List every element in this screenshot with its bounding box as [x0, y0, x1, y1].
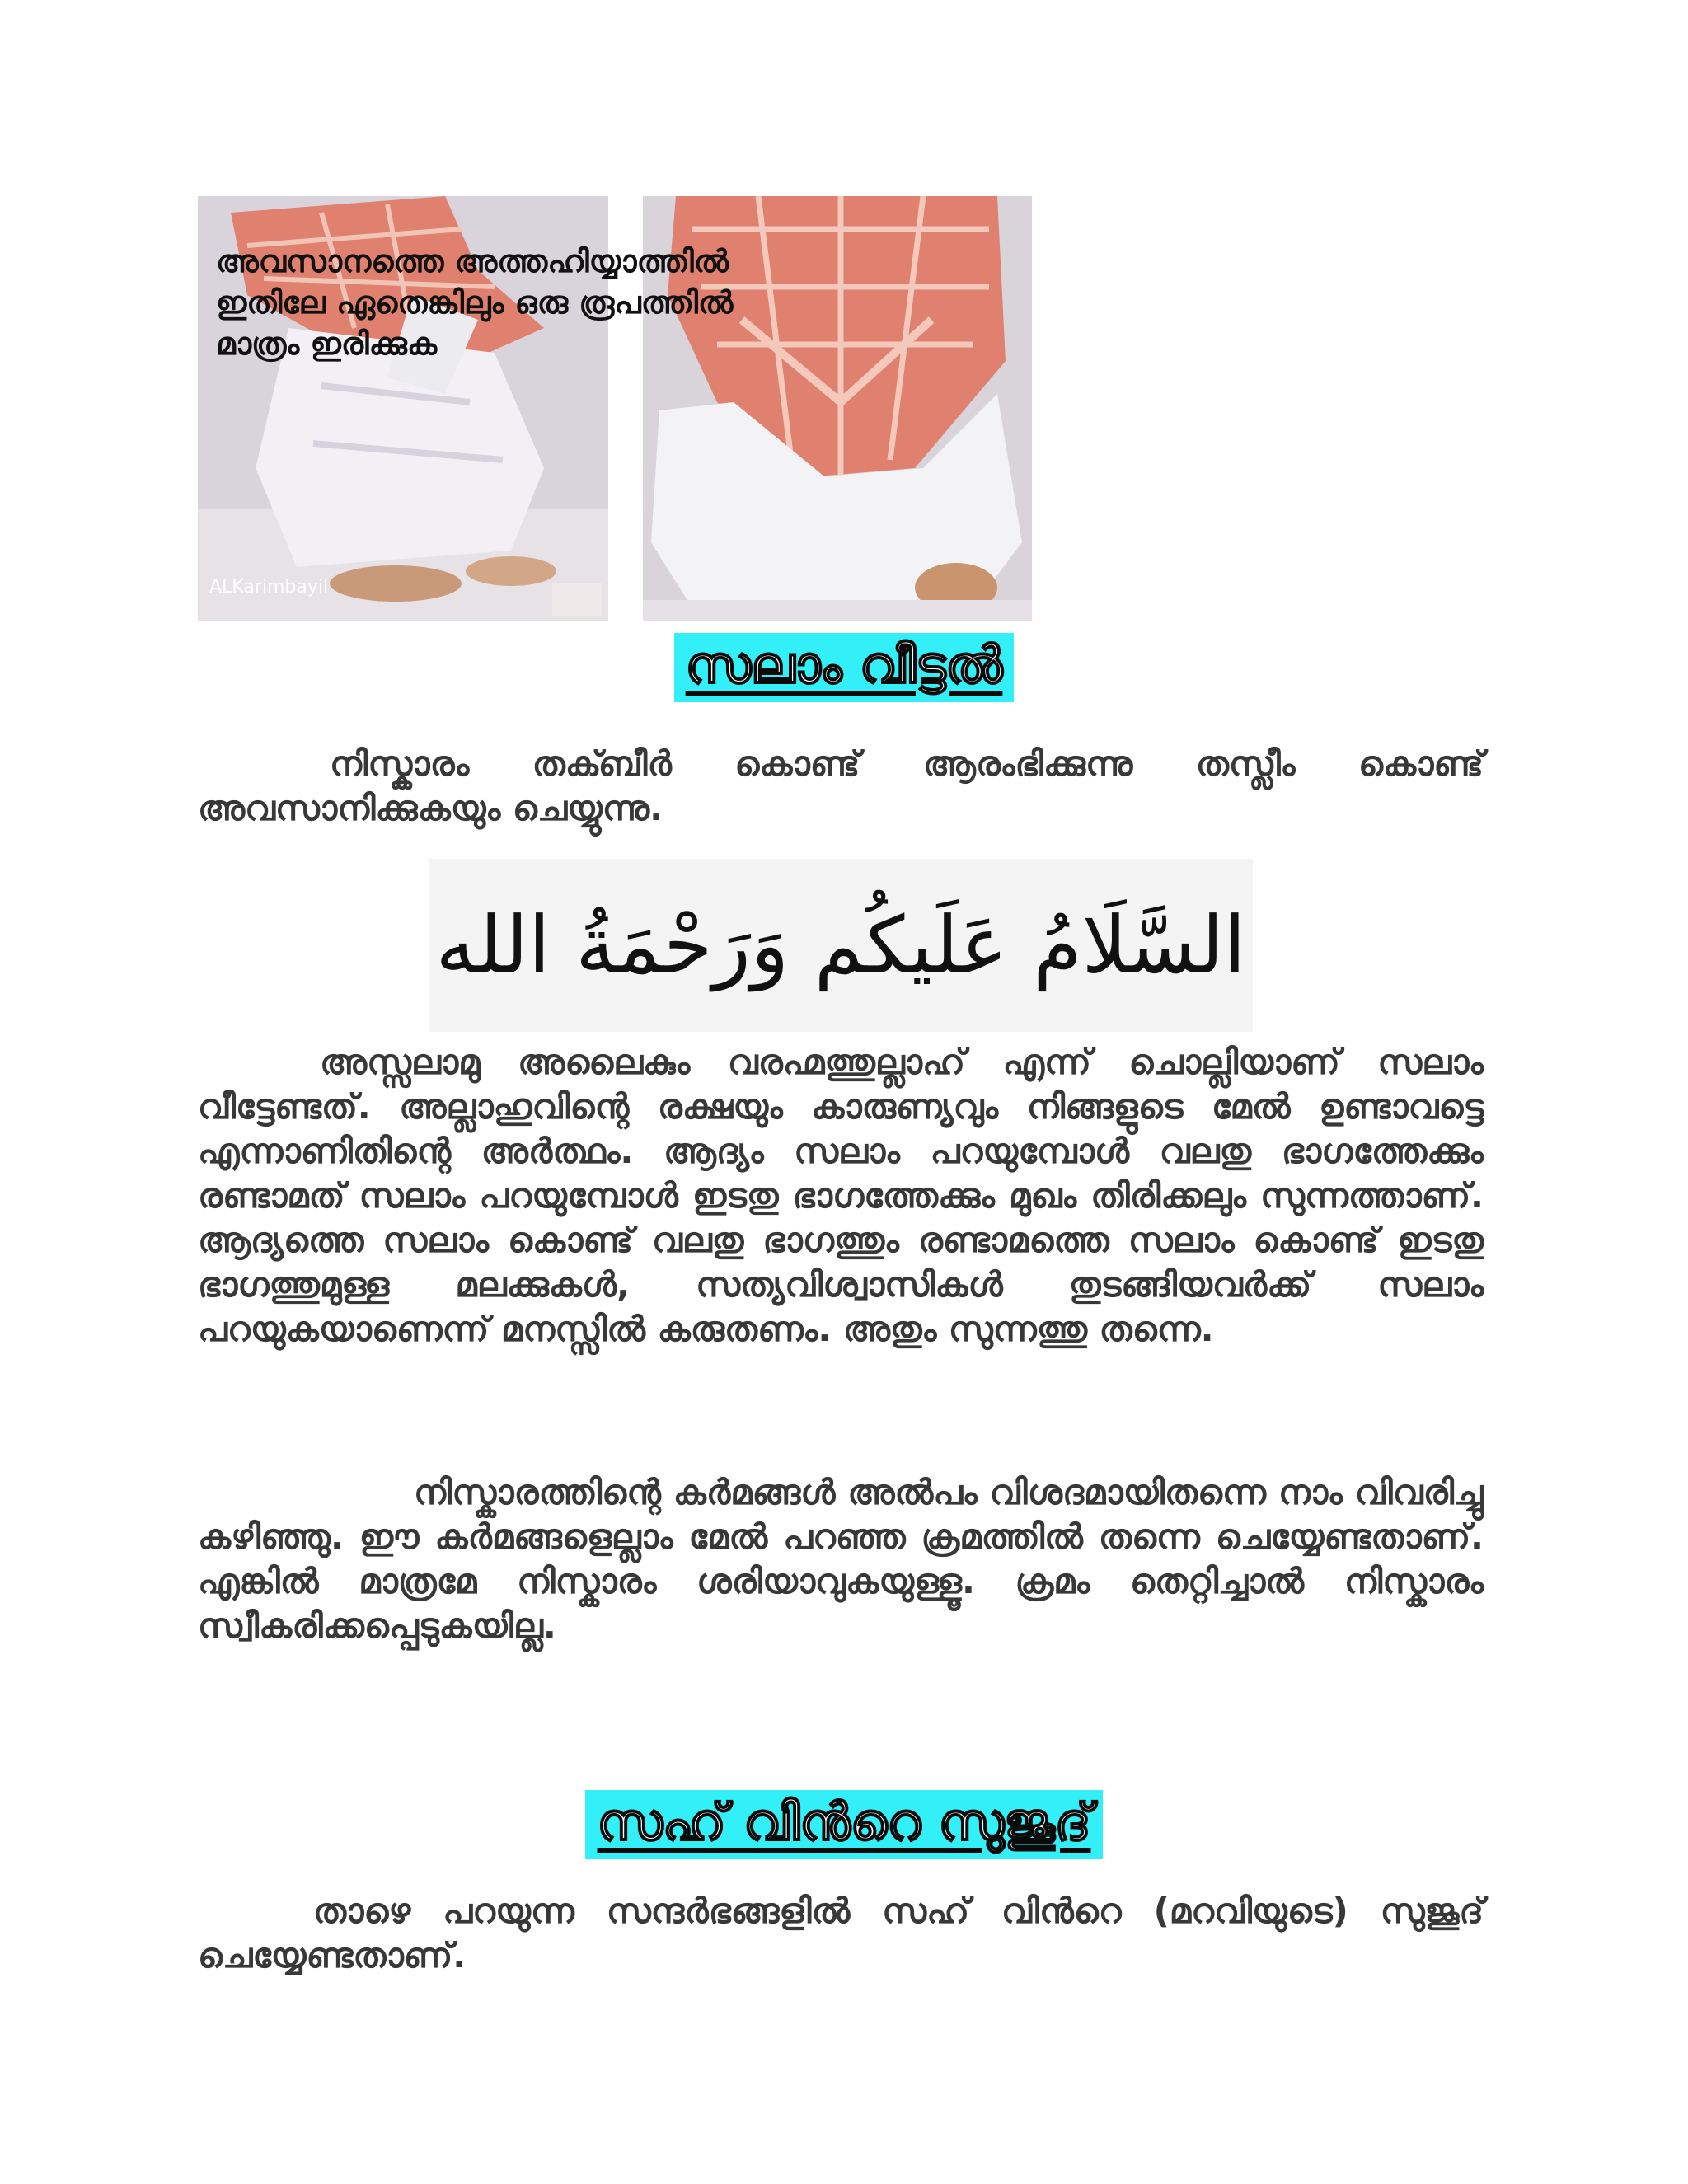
heading-salam-text: സലാം വീട്ടൽ — [674, 633, 1015, 702]
paragraph-order — [198, 1470, 1484, 1648]
paragraph-salam-meaning — [198, 1040, 1484, 1352]
overlay-line-3: മാത്രം ഇരിക്കുക — [216, 326, 438, 362]
section-heading-salam — [0, 633, 1688, 702]
heading-sahv-text: സഹ് വിൻറെ സുജൂദ് — [585, 1790, 1102, 1859]
paragraph-sahv-intro — [198, 1889, 1484, 1978]
overlay-line-2: ഇതിലേ ഏതെങ്കിലും ഒരു രൂപത്തിൽ — [216, 284, 734, 321]
paragraph-salam-meaning-text: അസ്സലാമു അലൈകും വരഹ്മത്തുല്ലാഹ് എന്ന് ചൊല്ലിയാണ് സലാം വീട്ടേണ്ടത്. അല്ലാഹുവിന്റെ രക്ഷയും കാരുണ്യവും നിങ്ങളുടെ മേൽ ഉണ്ടാവട്ടെ എന്നാണിതിന്റെ അർത്ഥം. ആദ്യം സലാം പറയുമ്പോൾ വലതു ഭാഗത്തേക്കും രണ്ടാമത് സലാം പറയുമ്പോൾ ഇടതു ഭാഗത്തേക്കും മുഖം തിരിക്കലും സുന്നത്താണ്. ആദ്യത്തെ സലാം കൊണ്ട് വലതു ഭാഗത്തും രണ്ടാമത്തെ സലാം കൊണ്ട് ഇടതു ഭാഗത്തുമുള്ള മലക്കുകൾ, സത്യവിശ്വാസികൾ തുടങ്ങിയവർക്ക് സലാം പറയുകയാണെന്ന് മനസ്സിൽ കരുതണം. അതും സുന്നത്തു തന്നെ. — [198, 1042, 1484, 1349]
arabic-calligraphy-box — [429, 859, 1253, 1032]
paragraph-intro — [198, 742, 1484, 831]
paragraph-intro-text: നിസ്കാരം തക്ബീർ കൊണ്ട് ആരംഭിക്കുന്നു തസ്ലീം കൊണ്ട് അവസാനിക്കുകയും ചെയ്യുന്നു. — [198, 743, 1484, 828]
paragraph-sahv-intro-text: താഴെ പറയുന്ന സന്ദർഭങ്ങളിൽ സഹ് വിൻറെ (മറവിയുടെ) സുജൂദ് ചെയ്യേണ്ടതാണ്. — [198, 1891, 1484, 1975]
overlay-line-1: അവസാനത്തെ അത്തഹിയ്യാത്തിൽ — [216, 243, 729, 279]
watermark: ALKarimbayil — [209, 577, 329, 598]
arabic-salam-text: السَّلَامُ عَلَيكُم وَرَحْمَةُ الله — [435, 899, 1246, 991]
paragraph-order-text: നിസ്കാരത്തിന്റെ കർമങ്ങൾ അൽപം വിശദമായിതന്നെ നാം വിവരിച്ചു കഴിഞ്ഞു. ഈ കർമങ്ങളെല്ലാം മേൽ പറഞ്ഞ ക്രമത്തിൽ തന്നെ ചെയ്യേണ്ടതാണ്. എങ്കിൽ മാത്രമേ നിസ്കാരം ശരിയാവുകയുള്ളൂ. ക്രമം തെറ്റിച്ചാൽ നിസ്കാരം സ്വീകരിക്കപ്പെടുകയില്ല. — [198, 1472, 1484, 1646]
figure-overlay-text — [216, 241, 958, 364]
section-heading-sahv — [0, 1790, 1688, 1859]
